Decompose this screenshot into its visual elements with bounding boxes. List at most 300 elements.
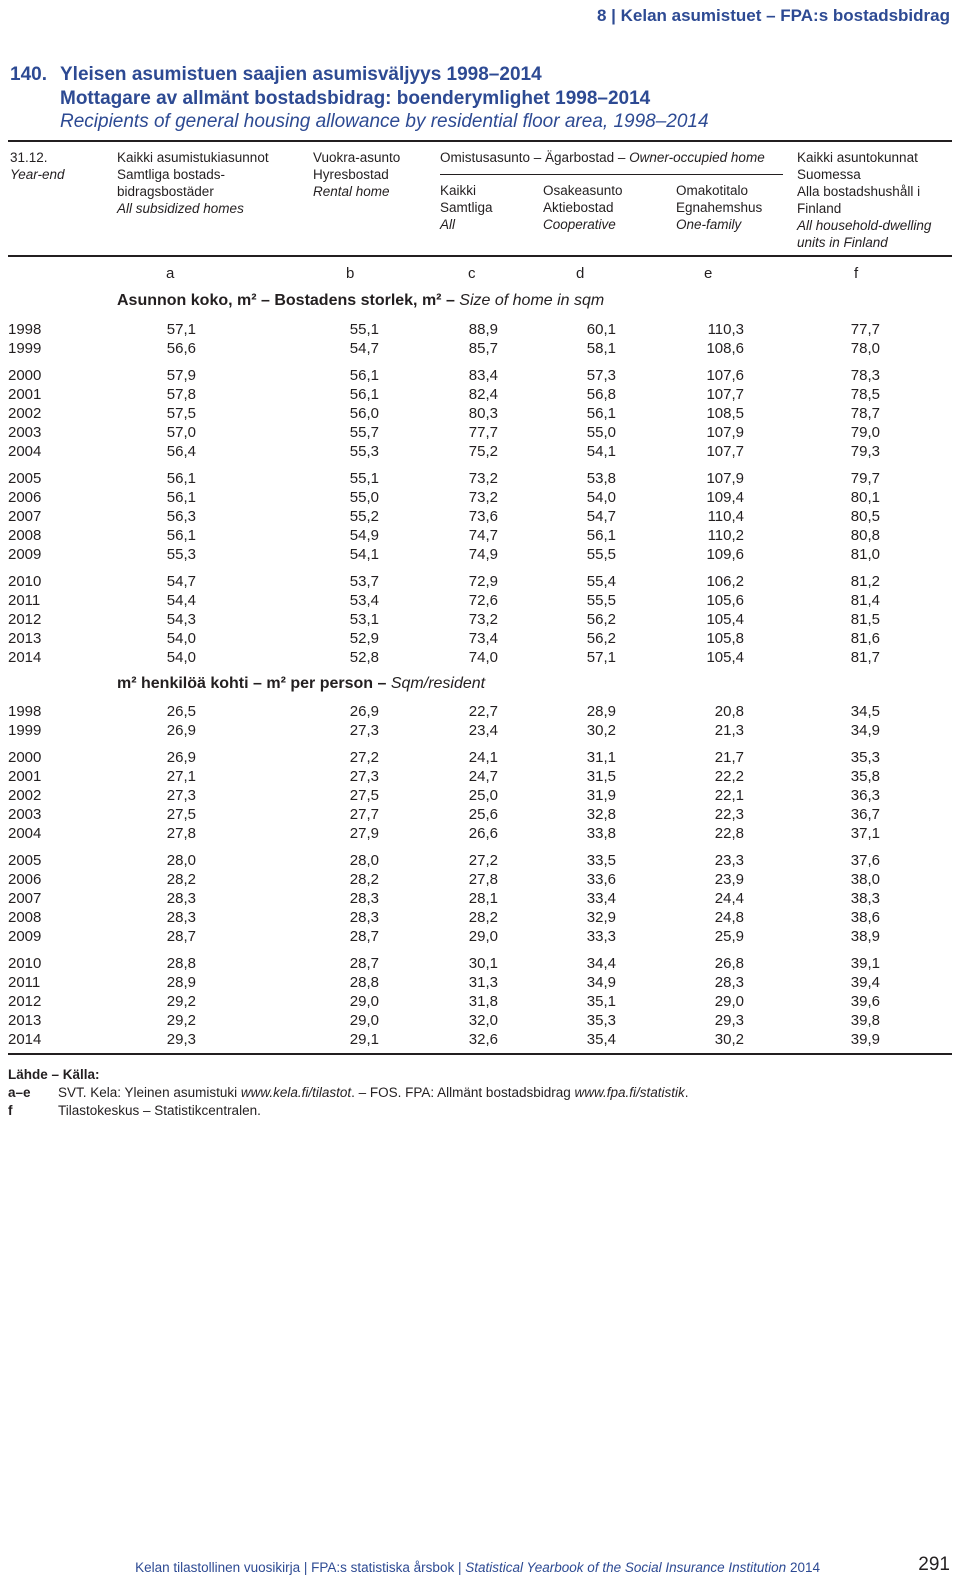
col-c-cell: 31,8 [468, 993, 498, 1010]
col-a-cell: 57,5 [166, 405, 196, 422]
year-cell: 2002 [8, 405, 42, 422]
col-a-cell: 54,3 [166, 611, 196, 628]
col-d-cell: 58,1 [586, 340, 616, 357]
col-f-cell: 77,7 [850, 321, 880, 338]
col-e-cell: 107,9 [706, 470, 744, 487]
table-title-en: Recipients of general housing allowance by residential floor area, 1998–2014 [60, 111, 709, 132]
col-c-cell: 74,7 [468, 527, 498, 544]
col-c-cell: 83,4 [468, 367, 498, 384]
col-e-cell: 30,2 [714, 1031, 744, 1048]
header-col-c [440, 182, 530, 233]
table-row [8, 889, 952, 908]
col-d-cell: 57,3 [586, 367, 616, 384]
col-a-cell: 26,9 [166, 749, 196, 766]
col-c-cell: 24,1 [468, 749, 498, 766]
col-f-cell: 80,8 [850, 527, 880, 544]
col-a-cell: 56,6 [166, 340, 196, 357]
year-cell: 2013 [8, 1012, 42, 1029]
header-year-fi: 31.12. [10, 150, 48, 165]
col-c-cell: 74,9 [468, 546, 498, 563]
col-f-cell: 39,1 [850, 955, 880, 972]
year-cell: 2006 [8, 489, 42, 506]
column-letter-e: e [704, 265, 713, 282]
col-f-cell: 79,0 [850, 424, 880, 441]
col-b-cell: 55,7 [349, 424, 379, 441]
col-f-cell: 38,6 [850, 909, 880, 926]
header-year [10, 149, 100, 183]
col-f-cell: 79,7 [850, 470, 880, 487]
year-cell: 2006 [8, 871, 42, 888]
col-d-cell: 33,8 [586, 825, 616, 842]
col-a-cell: 27,3 [166, 787, 196, 804]
col-d-cell: 56,2 [586, 611, 616, 628]
col-e-cell: 22,2 [714, 768, 744, 785]
col-b-cell: 27,5 [349, 787, 379, 804]
table-row [8, 851, 952, 870]
year-cell: 2008 [8, 909, 42, 926]
header-col-c-fi: Kaikki [440, 183, 477, 198]
col-e-cell: 105,4 [706, 611, 744, 628]
col-b-cell: 27,3 [349, 768, 379, 785]
col-b-cell: 28,0 [349, 852, 379, 869]
header-col-a-sv: Samtliga bostads- [117, 167, 226, 182]
col-b-cell: 28,3 [349, 909, 379, 926]
col-d-cell: 60,1 [586, 321, 616, 338]
col-b-cell: 55,1 [349, 470, 379, 487]
column-letter-f: f [854, 265, 859, 282]
footer-text-en: Statistical Yearbook of the Social Insurance Institution [465, 1560, 787, 1575]
col-d-cell: 33,6 [586, 871, 616, 888]
col-c-cell: 32,6 [468, 1031, 498, 1048]
col-d-cell: 33,3 [586, 928, 616, 945]
col-d-cell: 31,5 [586, 768, 616, 785]
table-row [8, 526, 952, 545]
col-a-cell: 27,8 [166, 825, 196, 842]
table-row [8, 702, 952, 721]
col-e-cell: 29,3 [714, 1012, 744, 1029]
table-row [8, 870, 952, 889]
col-b-cell: 52,9 [349, 630, 379, 647]
chapter-title: 8 | Kelan asumistuet – FPA:s bostadsbidrag [596, 6, 950, 25]
header-col-c-en: All [440, 217, 456, 232]
header-col-a-sv2: bidragsbostäder [117, 184, 214, 199]
col-b-cell: 27,7 [349, 806, 379, 823]
col-f-cell: 36,3 [850, 787, 880, 804]
year-cell: 2010 [8, 955, 42, 972]
header-owner-group-fi-sv: Omistusasunto – Ägarbostad – [440, 150, 626, 165]
col-f-cell: 38,3 [850, 890, 880, 907]
header-col-f-sv: Alla bostadshushåll i [797, 184, 921, 199]
header-col-a-fi: Kaikki asumistukiasunnot [117, 150, 269, 165]
col-e-cell: 107,6 [706, 367, 744, 384]
table-row [8, 610, 952, 629]
year-cell: 2007 [8, 890, 42, 907]
col-a-cell: 28,9 [166, 974, 196, 991]
col-b-cell: 56,1 [349, 367, 379, 384]
col-f-cell: 38,9 [850, 928, 880, 945]
header-col-f-fi2: Suomessa [797, 167, 861, 182]
sources-ae-link1[interactable]: www.kela.fi/tilastot [240, 1085, 352, 1100]
col-c-cell: 73,4 [468, 630, 498, 647]
col-f-cell: 78,7 [850, 405, 880, 422]
col-e-cell: 105,8 [706, 630, 744, 647]
col-d-cell: 56,8 [586, 386, 616, 403]
col-e-cell: 110,4 [707, 508, 744, 525]
col-d-cell: 35,4 [586, 1031, 616, 1048]
col-a-cell: 54,4 [166, 592, 196, 609]
owner-group-rule [440, 174, 783, 175]
table-top-rule [8, 140, 952, 142]
sources-ae-text2: . – FOS. FPA: Allmänt bostadsbidrag [351, 1085, 575, 1100]
year-cell: 2004 [8, 443, 42, 460]
col-d-cell: 53,8 [586, 470, 616, 487]
sources-ae-text3: . [684, 1085, 689, 1100]
title-fi-text: Yleisen asumistuen saajien asumisväljyys 1998–2014 [60, 64, 542, 85]
col-d-cell: 33,4 [586, 890, 616, 907]
sources-ae-text1: SVT. Kela: Yleinen asumistuki [58, 1085, 241, 1100]
page-number: 291 [918, 1554, 950, 1575]
header-col-f [797, 149, 952, 251]
year-cell: 2010 [8, 573, 42, 590]
header-col-d-sv: Aktiebostad [543, 200, 614, 215]
col-e-cell: 21,3 [714, 722, 744, 739]
year-cell: 2011 [8, 592, 41, 609]
col-b-cell: 53,4 [349, 592, 379, 609]
table-row [8, 805, 952, 824]
col-b-cell: 53,1 [349, 611, 379, 628]
col-c-cell: 73,2 [468, 489, 498, 506]
col-c-cell: 30,1 [468, 955, 498, 972]
table-row [8, 954, 952, 973]
sources-f-text: Tilastokeskus – Statistikcentralen. [58, 1103, 261, 1118]
table-row [8, 1030, 952, 1049]
col-a-cell: 57,9 [166, 367, 196, 384]
column-letter-a: a [166, 265, 175, 282]
col-c-cell: 32,0 [468, 1012, 498, 1029]
col-c-cell: 77,7 [468, 424, 498, 441]
col-b-cell: 54,9 [349, 527, 379, 544]
col-c-cell: 72,6 [468, 592, 498, 609]
col-d-cell: 34,4 [586, 955, 616, 972]
col-d-cell: 55,0 [586, 424, 616, 441]
col-a-cell: 56,1 [166, 470, 196, 487]
col-f-cell: 78,3 [850, 367, 880, 384]
table-row [8, 366, 952, 385]
col-f-cell: 78,0 [850, 340, 880, 357]
col-a-cell: 56,1 [166, 489, 196, 506]
col-b-cell: 27,9 [349, 825, 379, 842]
col-b-cell: 29,0 [349, 1012, 379, 1029]
table-row [8, 927, 952, 946]
header-col-e [676, 182, 786, 233]
col-c-cell: 75,2 [468, 443, 498, 460]
year-cell: 2014 [8, 1031, 42, 1048]
col-a-cell: 27,5 [166, 806, 196, 823]
col-b-cell: 55,3 [349, 443, 379, 460]
col-f-cell: 39,4 [850, 974, 880, 991]
col-e-cell: 29,0 [714, 993, 744, 1010]
col-d-cell: 28,9 [586, 703, 616, 720]
year-cell: 2005 [8, 852, 42, 869]
year-cell: 2003 [8, 424, 42, 441]
col-f-cell: 35,8 [850, 768, 880, 785]
header-col-f-sv2: Finland [797, 201, 842, 216]
col-a-cell: 29,2 [166, 1012, 196, 1029]
col-a-cell: 26,5 [166, 703, 196, 720]
col-a-cell: 28,2 [166, 871, 196, 888]
col-f-cell: 36,7 [850, 806, 880, 823]
col-f-cell: 38,0 [850, 871, 880, 888]
col-e-cell: 108,5 [706, 405, 744, 422]
header-bottom-rule [8, 255, 952, 257]
col-c-cell: 80,3 [468, 405, 498, 422]
col-a-cell: 29,3 [166, 1031, 196, 1048]
col-e-cell: 107,7 [706, 443, 744, 460]
header-col-b-fi: Vuokra-asunto [313, 150, 401, 165]
sources-f-label: f [8, 1103, 13, 1118]
col-e-cell: 20,8 [714, 703, 744, 720]
header-col-e-fi: Omakotitalo [676, 183, 749, 198]
col-d-cell: 31,9 [586, 787, 616, 804]
col-e-cell: 106,2 [706, 573, 744, 590]
col-f-cell: 79,3 [850, 443, 880, 460]
col-e-cell: 109,6 [706, 546, 744, 563]
col-a-cell: 56,3 [166, 508, 196, 525]
col-f-cell: 39,6 [850, 993, 880, 1010]
header-col-b-en: Rental home [313, 184, 390, 199]
col-e-cell: 109,4 [706, 489, 744, 506]
table-row [8, 423, 952, 442]
col-e-cell: 28,3 [714, 974, 744, 991]
year-cell: 2014 [8, 649, 42, 666]
col-f-cell: 80,1 [850, 489, 880, 506]
col-c-cell: 73,2 [468, 611, 498, 628]
year-cell: 2013 [8, 630, 42, 647]
col-a-cell: 28,3 [166, 909, 196, 926]
col-e-cell: 22,1 [714, 787, 744, 804]
col-f-cell: 81,7 [850, 649, 880, 666]
table-number: 140. [10, 64, 47, 85]
year-cell: 2001 [8, 386, 42, 403]
year-cell: 1999 [8, 722, 42, 739]
section-heading-floor-area-en: Size of home in sqm [459, 292, 605, 309]
year-cell: 1998 [8, 321, 42, 338]
table-row [8, 1011, 952, 1030]
header-owner-group [440, 149, 765, 166]
col-c-cell: 27,8 [468, 871, 498, 888]
table-row [8, 908, 952, 927]
header-col-e-sv: Egnahemshus [676, 200, 763, 215]
year-cell: 1999 [8, 340, 42, 357]
col-d-cell: 31,1 [586, 749, 616, 766]
col-d-cell: 54,0 [586, 489, 616, 506]
col-a-cell: 26,9 [166, 722, 196, 739]
col-b-cell: 26,9 [349, 703, 379, 720]
table-row [8, 339, 952, 358]
col-a-cell: 57,0 [166, 424, 196, 441]
header-col-e-en: One-family [676, 217, 742, 232]
col-a-cell: 55,3 [166, 546, 196, 563]
header-col-f-en2: units in Finland [797, 235, 888, 250]
table-row [8, 648, 952, 667]
col-c-cell: 82,4 [468, 386, 498, 403]
col-c-cell: 28,2 [468, 909, 498, 926]
col-f-cell: 81,0 [850, 546, 880, 563]
year-cell: 2003 [8, 806, 42, 823]
table-row [8, 748, 952, 767]
col-b-cell: 28,7 [349, 928, 379, 945]
sources-heading: Lähde – Källa: [8, 1067, 100, 1082]
section-heading-per-person [117, 675, 485, 693]
header-col-a-en: All subsidized homes [117, 201, 244, 216]
table-row [8, 488, 952, 507]
col-d-cell: 54,1 [586, 443, 616, 460]
col-e-cell: 23,3 [714, 852, 744, 869]
col-a-cell: 56,4 [166, 443, 196, 460]
year-cell: 2009 [8, 546, 42, 563]
year-cell: 2012 [8, 993, 42, 1010]
col-b-cell: 55,1 [349, 321, 379, 338]
table-bottom-rule [8, 1053, 952, 1055]
col-b-cell: 28,7 [349, 955, 379, 972]
table-row [8, 469, 952, 488]
col-f-cell: 34,9 [850, 722, 880, 739]
col-a-cell: 27,1 [166, 768, 196, 785]
col-d-cell: 54,7 [586, 508, 616, 525]
section-heading-floor-area-fi-sv: Asunnon koko, m² – Bostadens storlek, m² – [117, 292, 455, 309]
table-row [8, 786, 952, 805]
year-cell: 1998 [8, 703, 42, 720]
col-d-cell: 35,1 [586, 993, 616, 1010]
col-d-cell: 30,2 [586, 722, 616, 739]
table-title-fi [10, 64, 542, 86]
col-b-cell: 29,1 [349, 1031, 379, 1048]
col-b-cell: 27,2 [349, 749, 379, 766]
year-cell: 2002 [8, 787, 42, 804]
col-a-cell: 54,0 [166, 630, 196, 647]
col-e-cell: 26,8 [714, 955, 744, 972]
year-cell: 2009 [8, 928, 42, 945]
col-b-cell: 28,8 [349, 974, 379, 991]
col-c-cell: 73,2 [468, 470, 498, 487]
col-b-cell: 28,2 [349, 871, 379, 888]
col-a-cell: 28,0 [166, 852, 196, 869]
col-e-cell: 107,9 [706, 424, 744, 441]
col-f-cell: 37,6 [850, 852, 880, 869]
col-b-cell: 27,3 [349, 722, 379, 739]
col-a-cell: 54,0 [166, 649, 196, 666]
col-d-cell: 34,9 [586, 974, 616, 991]
col-a-cell: 54,7 [166, 573, 196, 590]
col-c-cell: 27,2 [468, 852, 498, 869]
col-a-cell: 57,8 [166, 386, 196, 403]
col-b-cell: 56,1 [349, 386, 379, 403]
col-b-cell: 29,0 [349, 993, 379, 1010]
col-e-cell: 108,6 [706, 340, 744, 357]
col-c-cell: 26,6 [468, 825, 498, 842]
table-row [8, 572, 952, 591]
column-letter-c: c [468, 265, 476, 282]
header-year-en: Year-end [10, 167, 65, 182]
col-a-cell: 57,1 [166, 321, 196, 338]
col-d-cell: 32,8 [586, 806, 616, 823]
col-b-cell: 53,7 [349, 573, 379, 590]
table-row [8, 320, 952, 339]
col-d-cell: 35,3 [586, 1012, 616, 1029]
footer-year: 2014 [789, 1560, 820, 1575]
col-b-cell: 28,3 [349, 890, 379, 907]
col-e-cell: 22,8 [714, 825, 744, 842]
col-e-cell: 107,7 [706, 386, 744, 403]
col-a-cell: 56,1 [166, 527, 196, 544]
header-col-a [117, 149, 297, 217]
col-c-cell: 73,6 [468, 508, 498, 525]
col-e-cell: 110,3 [707, 321, 744, 338]
col-d-cell: 56,2 [586, 630, 616, 647]
col-f-cell: 39,8 [850, 1012, 880, 1029]
col-c-cell: 28,1 [468, 890, 498, 907]
col-f-cell: 81,4 [850, 592, 880, 609]
header-col-f-en: All household-dwelling [797, 218, 932, 233]
col-f-cell: 80,5 [850, 508, 880, 525]
column-letter-b: b [346, 265, 355, 282]
col-b-cell: 55,0 [349, 489, 379, 506]
footer-text-fi-sv: Kelan tilastollinen vuosikirja | FPA:s statistiska årsbok | [135, 1560, 462, 1575]
year-cell: 2011 [8, 974, 41, 991]
table-title-sv: Mottagare av allmänt bostadsbidrag: boenderymlighet 1998–2014 [60, 88, 651, 109]
year-cell: 2007 [8, 508, 42, 525]
col-f-cell: 81,2 [850, 573, 880, 590]
table-row [8, 385, 952, 404]
col-b-cell: 56,0 [349, 405, 379, 422]
col-b-cell: 54,7 [349, 340, 379, 357]
header-col-b-sv: Hyresbostad [313, 167, 389, 182]
col-a-cell: 28,3 [166, 890, 196, 907]
sources-block [8, 1066, 689, 1120]
col-c-cell: 25,0 [468, 787, 498, 804]
year-cell: 2001 [8, 768, 42, 785]
section-heading-floor-area [117, 292, 604, 310]
col-d-cell: 32,9 [586, 909, 616, 926]
header-owner-group-en: Owner-occupied home [629, 150, 765, 165]
table-row [8, 404, 952, 423]
header-col-b [313, 149, 433, 200]
table-row [8, 545, 952, 564]
col-c-cell: 88,9 [468, 321, 498, 338]
sources-ae-label: a–e [8, 1085, 31, 1100]
header-col-d-en: Cooperative [543, 217, 616, 232]
col-c-cell: 72,9 [468, 573, 498, 590]
col-d-cell: 33,5 [586, 852, 616, 869]
col-e-cell: 110,2 [707, 527, 744, 544]
col-c-cell: 25,6 [468, 806, 498, 823]
sources-line-ae [8, 1084, 689, 1102]
col-d-cell: 56,1 [586, 527, 616, 544]
section-heading-per-person-en: Sqm/resident [390, 675, 486, 692]
sources-ae-link2[interactable]: www.fpa.fi/statistik [574, 1085, 685, 1100]
col-c-cell: 29,0 [468, 928, 498, 945]
col-e-cell: 23,9 [714, 871, 744, 888]
col-f-cell: 35,3 [850, 749, 880, 766]
header-col-f-fi: Kaikki asuntokunnat [797, 150, 918, 165]
col-a-cell: 28,8 [166, 955, 196, 972]
table-row [8, 767, 952, 786]
col-c-cell: 23,4 [468, 722, 498, 739]
column-letter-d: d [576, 265, 585, 282]
col-b-cell: 52,8 [349, 649, 379, 666]
table-row [8, 973, 952, 992]
table-row [8, 442, 952, 461]
